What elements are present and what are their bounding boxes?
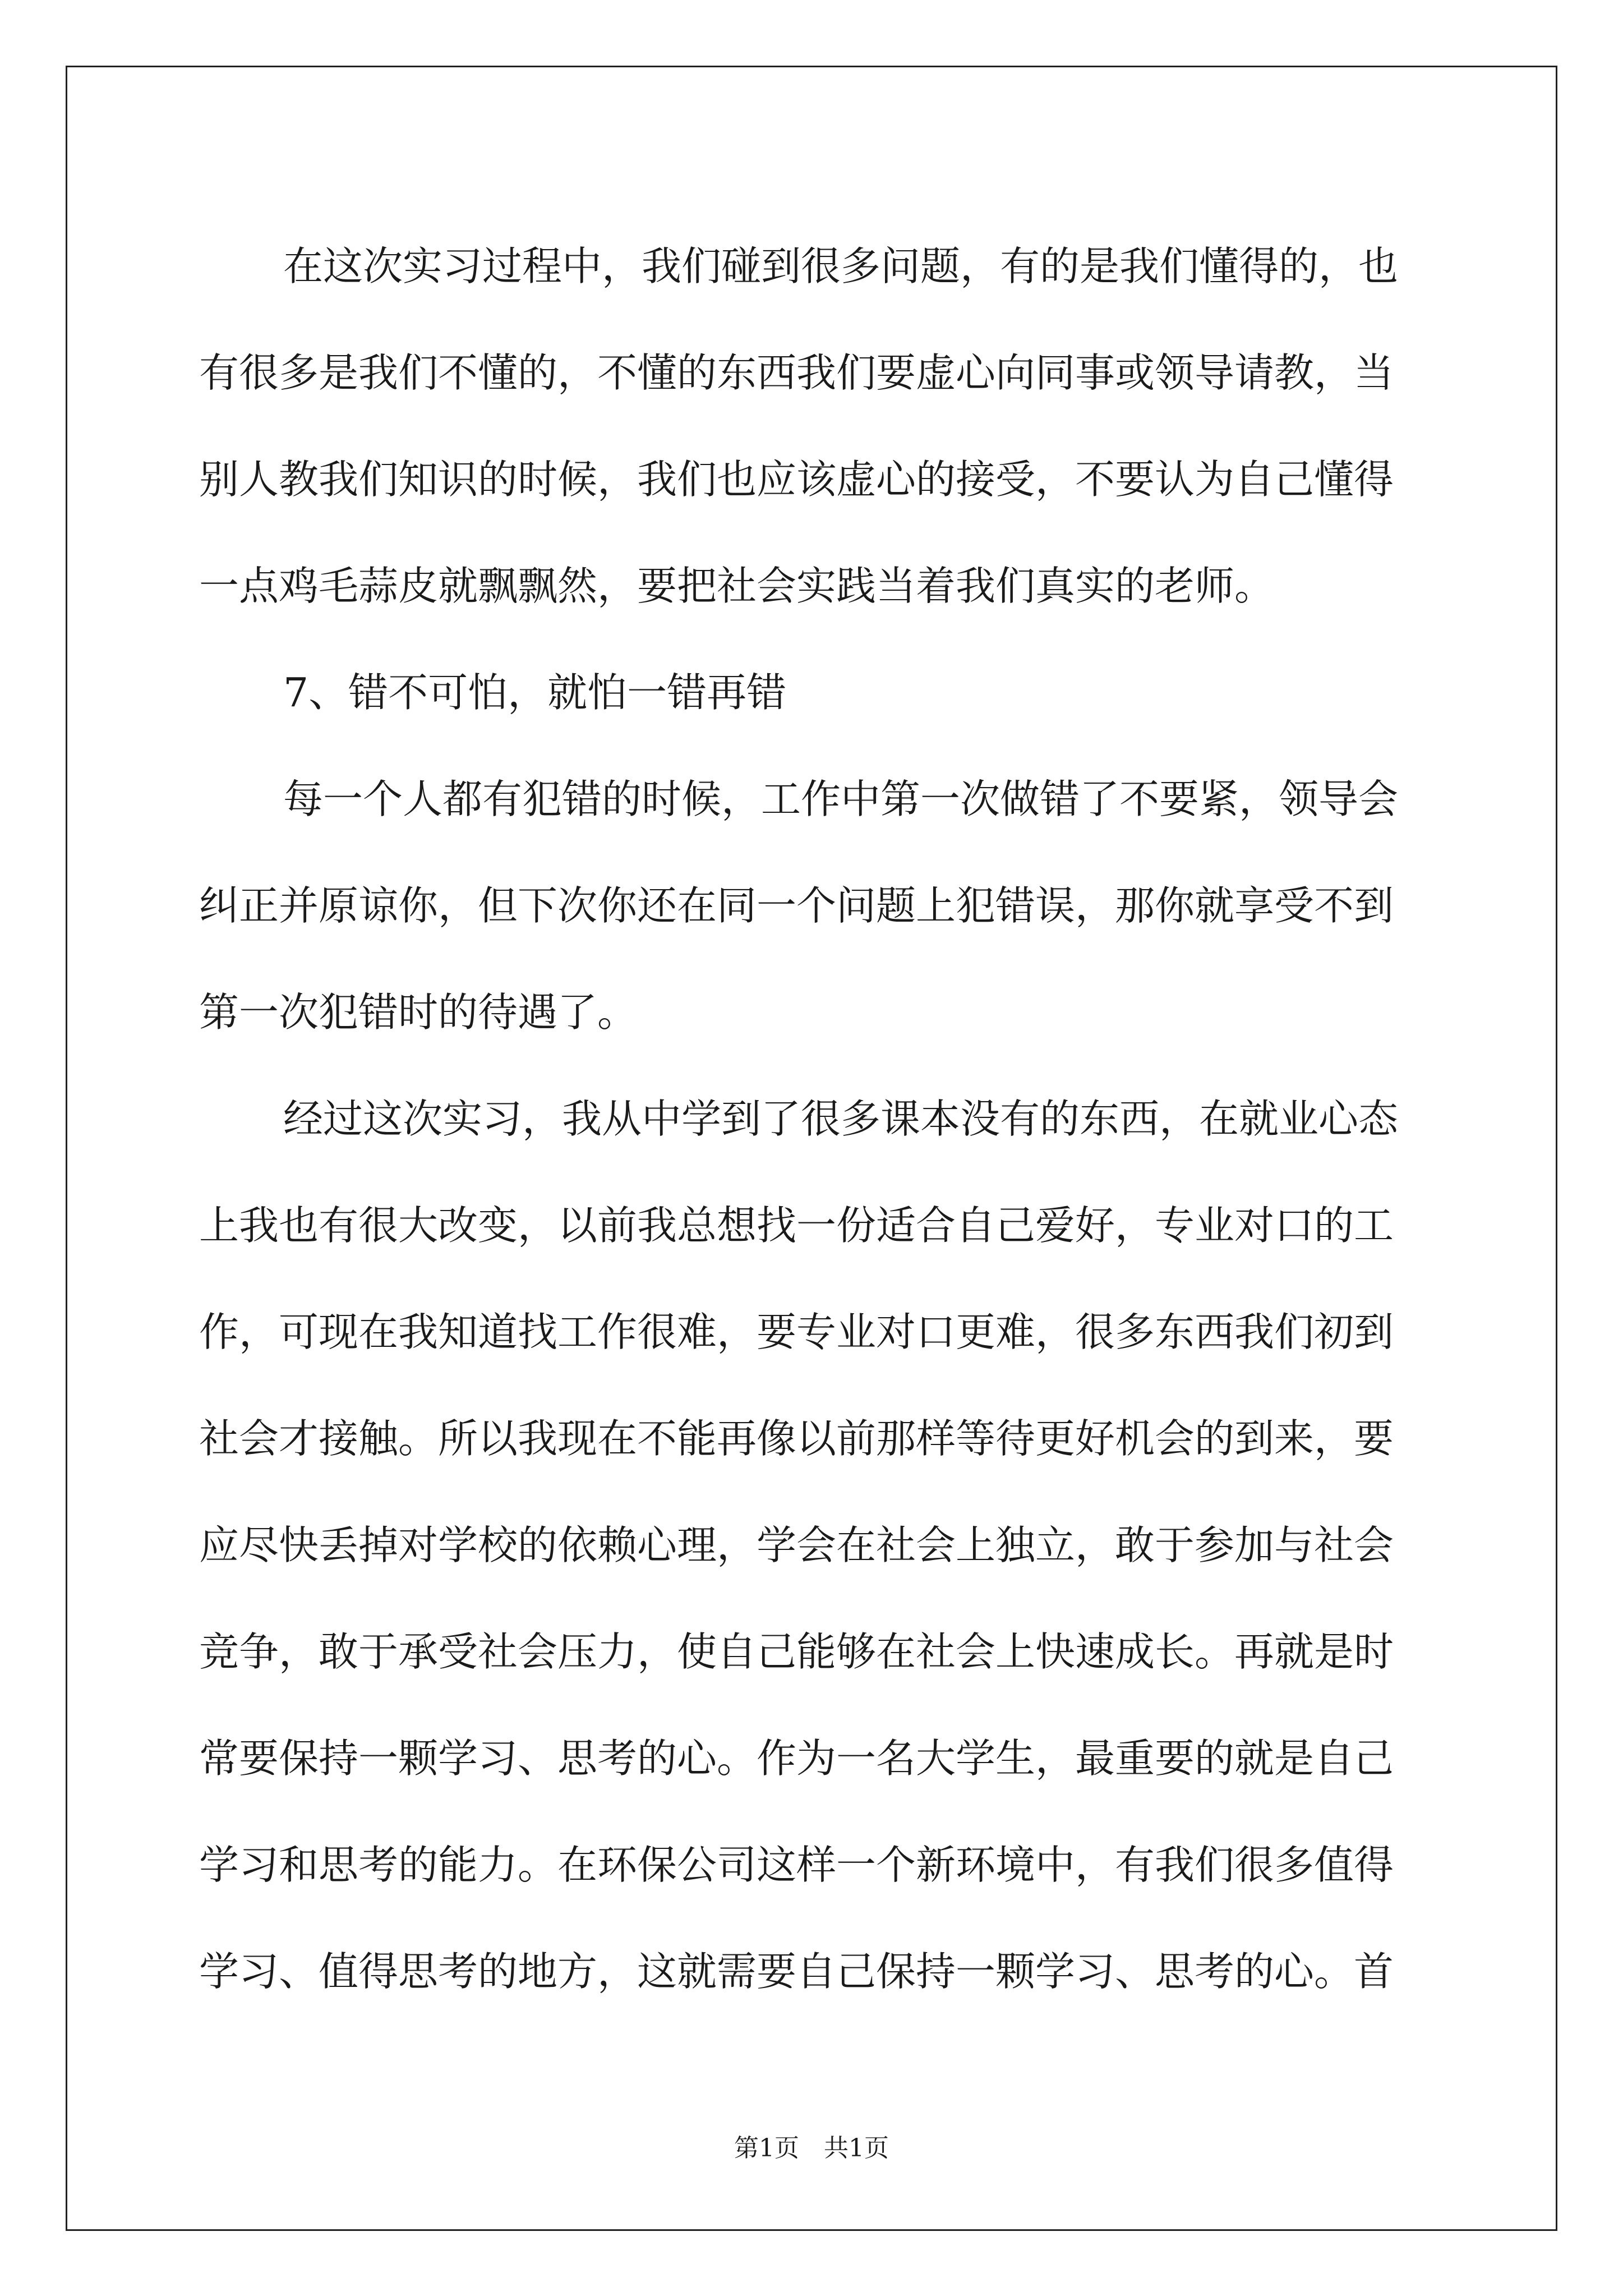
text-line: 第一次犯错时的待遇了。 — [199, 989, 638, 1036]
text-line: 经过这次实习，我从中学到了很多课本没有的东西，在就业心态 — [283, 1096, 1399, 1142]
text-line: 应尽快丢掉对学校的依赖心理，学会在社会上独立，敢于参加与社会 — [199, 1522, 1394, 1568]
text-line: 作，可现在我知道找工作很难，要专业对口更难，很多东西我们初到 — [199, 1309, 1394, 1355]
text-line: 竞争，敢于承受社会压力，使自己能够在社会上快速成长。再就是时 — [199, 1628, 1394, 1675]
text-line: 学习、值得思考的地方，这就需要自己保持一颗学习、思考的心。首 — [199, 1948, 1394, 1995]
page-footer: 第1页 共1页 — [734, 2134, 889, 2162]
text-line: 一点鸡毛蒜皮就飘飘然，要把社会实践当着我们真实的老师。 — [199, 563, 1275, 609]
text-line: 7、错不可怕，就怕一错再错 — [283, 669, 787, 716]
text-line: 纠正并原谅你，但下次你还在同一个问题上犯错误，那你就享受不到 — [199, 882, 1394, 929]
text-line: 别人教我们知识的时候，我们也应该虚心的接受，不要认为自己懂得 — [199, 456, 1394, 503]
text-line: 常要保持一颗学习、思考的心。作为一名大学生，最重要的就是自己 — [199, 1735, 1394, 1782]
text-line: 每一个人都有犯错的时候，工作中第一次做错了不要紧，领导会 — [283, 776, 1399, 822]
document-body — [199, 213, 1433, 2025]
text-line: 学习和思考的能力。在环保公司这样一个新环境中，有我们很多值得 — [199, 1842, 1394, 1888]
text-line: 在这次实习过程中，我们碰到很多问题，有的是我们懂得的，也 — [283, 243, 1399, 289]
text-line: 有很多是我们不懂的，不懂的东西我们要虚心向同事或领导请教，当 — [199, 349, 1394, 396]
text-line: 社会才接触。所以我现在不能再像以前那样等待更好机会的到来，要 — [199, 1415, 1394, 1462]
text-line: 上我也有很大改变，以前我总想找一份适合自己爱好，专业对口的工 — [199, 1202, 1394, 1249]
